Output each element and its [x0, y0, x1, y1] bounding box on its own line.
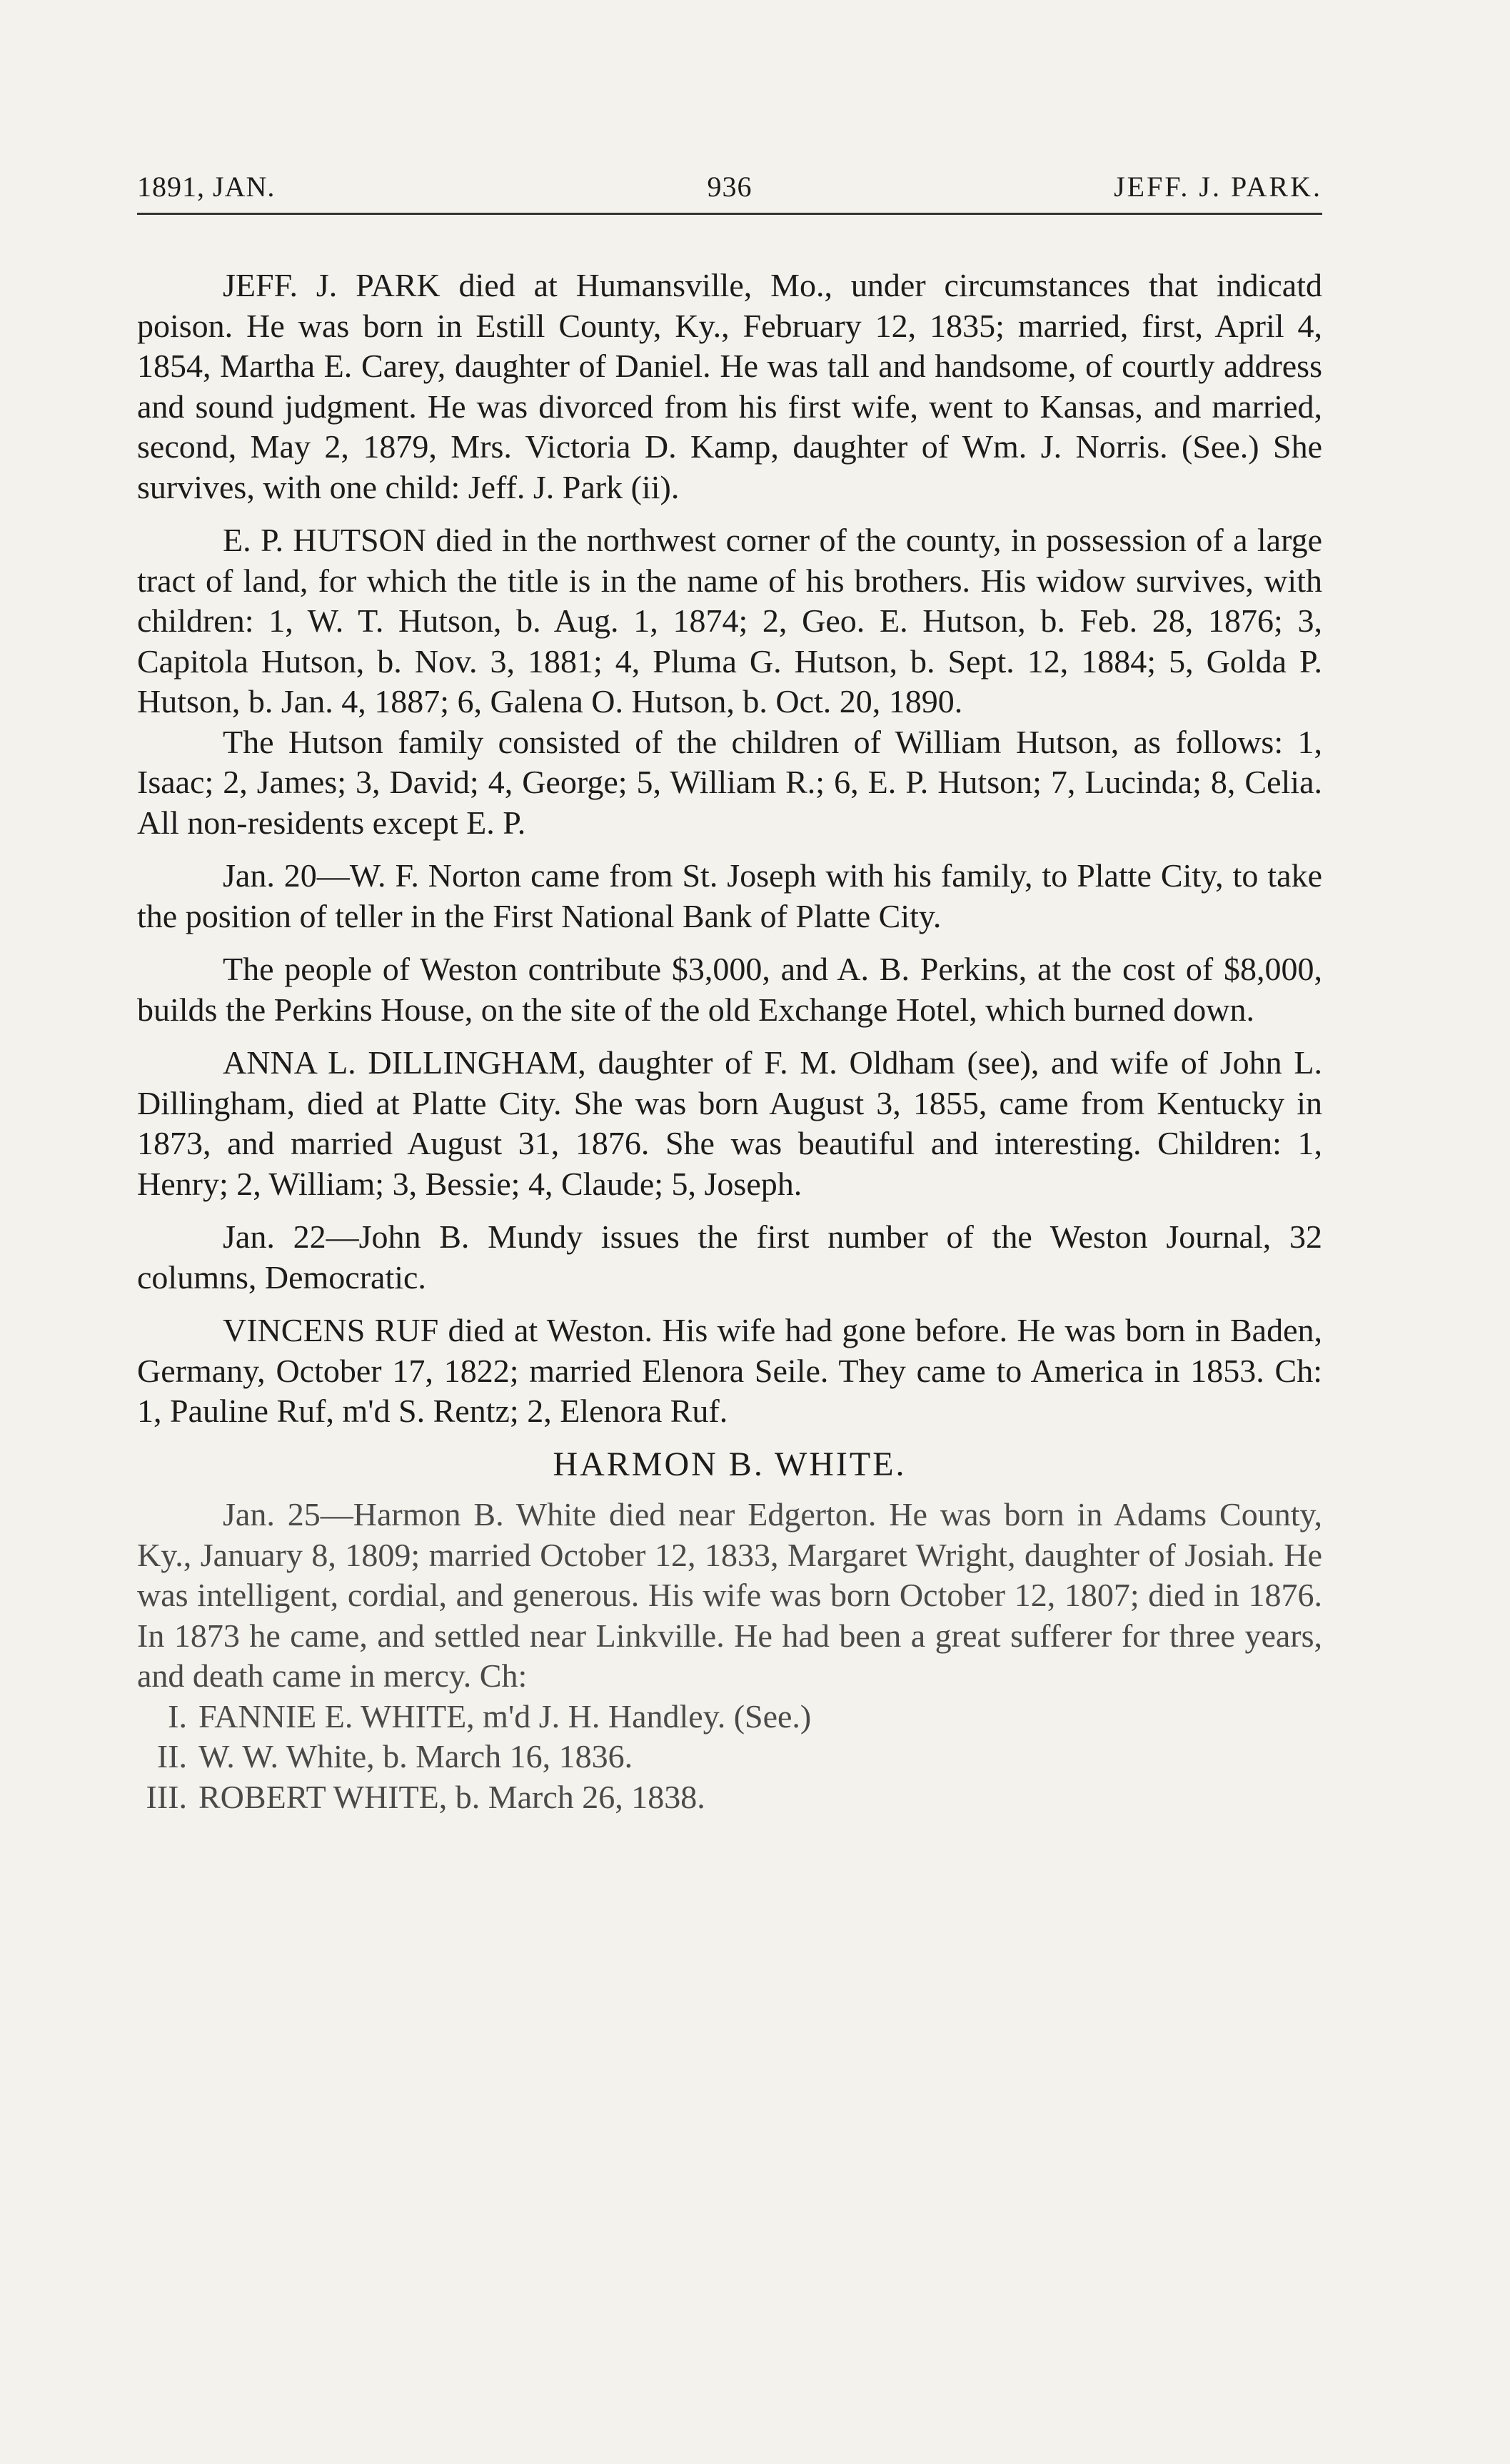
paragraph-ruf-obituary: VINCENS RUF died at Weston. His wife had gone before. He was born in Baden, Germany, October 17, 1822; married Elenora Seile. They came to America in 1853. Ch: 1, Pauline Ruf, m'd S. Rentz; 2, Elenora Ruf. — [137, 1312, 1322, 1429]
list-text: FANNIE E. WHITE, m'd J. H. Handley. (See.) — [198, 1697, 812, 1735]
running-title: JEFF. J. PARK. — [1114, 171, 1322, 203]
list-text: W. W. White, b. March 16, 1836. — [198, 1738, 633, 1774]
list-numeral: III. — [146, 1778, 187, 1815]
paragraph-weston-journal: Jan. 22—John B. Mundy issues the first number of the Weston Journal, 32 columns, Democratic. — [137, 1218, 1322, 1296]
paragraph-dillingham-obituary: ANNA L. DILLINGHAM, daughter of F. M. Oldham (see), and wife of John L. Dillingham, died at Platte City. She was born August 3, 1855, came from Kentucky in 1873, and married August 31, 1876. She was beautiful and interesting. Children: 1, Henry; 2, William; 3, Bessie; 4, Claude; 5, Joseph. — [137, 1044, 1322, 1202]
list-text: ROBERT WHITE, b. March 26, 1838. — [198, 1778, 705, 1815]
paragraph-park-obituary: JEFF. J. PARK died at Humansville, Mo., under circumstances that indicatd poison. He was born in Estill County, Ky., February 12, 1835; married, first, April 4, 1854, Martha E. Carey, daughter of Daniel. He was tall and handsome, of courtly address and sound judgment. He was divorced from his first wife, went to Kansas, and married, second, May 2, 1879, Mrs. Victoria D. Kamp, daughter of Wm. J. Norris. (See.) She survives, with one child: Jeff. J. Park (ii). — [137, 267, 1322, 505]
paragraph-hutson-family: The Hutson family consisted of the children of William Hutson, as follows: 1, Isaac; 2, James; 3, David; 4, George; 5, William R.; 6, E. P. Hutson; 7, Lucinda; 8, Celia. All non-residents except E. P. — [137, 723, 1322, 841]
list-numeral: I. — [168, 1697, 187, 1735]
list-item — [137, 1697, 1322, 1737]
list-item — [137, 1737, 1322, 1777]
list-numeral: II. — [156, 1738, 187, 1774]
children-list — [137, 1697, 1322, 1818]
page-number: 936 — [707, 171, 753, 203]
paragraph-hutson-obituary: E. P. HUTSON died in the northwest corner of the county, in possession of a large tract of land, for which the title is in the name of his brothers. His widow survives, with children: 1, W. T. Hutson, b. Aug. 1, 1874; 2, Geo. E. Hutson, b. Feb. 28, 1876; 3, Capitola Hutson, b. Nov. 3, 1881; 4, Pluma G. Hutson, b. Sept. 12, 1884; 5, Golda P. Hutson, b. Jan. 4, 1887; 6, Galena O. Hutson, b. Oct. 20, 1890. — [137, 522, 1322, 719]
running-head — [137, 170, 1322, 215]
paragraph-white-obituary: Jan. 25—Harmon B. White died near Edgerton. He was born in Adams County, Ky., January 8, 1809; married October 12, 1833, Margaret Wright, daughter of Josiah. He was intelligent, cordial, and generous. His wife was born October 12, 1807; died in 1876. In 1873 he came, and settled near Linkville. He had been a great sufferer for three years, and death came in mercy. Ch: — [137, 1496, 1322, 1694]
paragraph-norton: Jan. 20—W. F. Norton came from St. Joseph with his family, to Platte City, to take the position of teller in the First National Bank of Platte City. — [137, 857, 1322, 934]
header-date: 1891, JAN. — [137, 171, 276, 203]
list-item — [137, 1777, 1322, 1818]
section-heading: HARMON B. WHITE. — [553, 1445, 907, 1483]
page-body — [137, 266, 1322, 1817]
paragraph-perkins-house: The people of Weston contribute $3,000, and A. B. Perkins, at the cost of $8,000, builds the Perkins House, on the site of the old Exchange Hotel, which burned down. — [137, 951, 1322, 1028]
